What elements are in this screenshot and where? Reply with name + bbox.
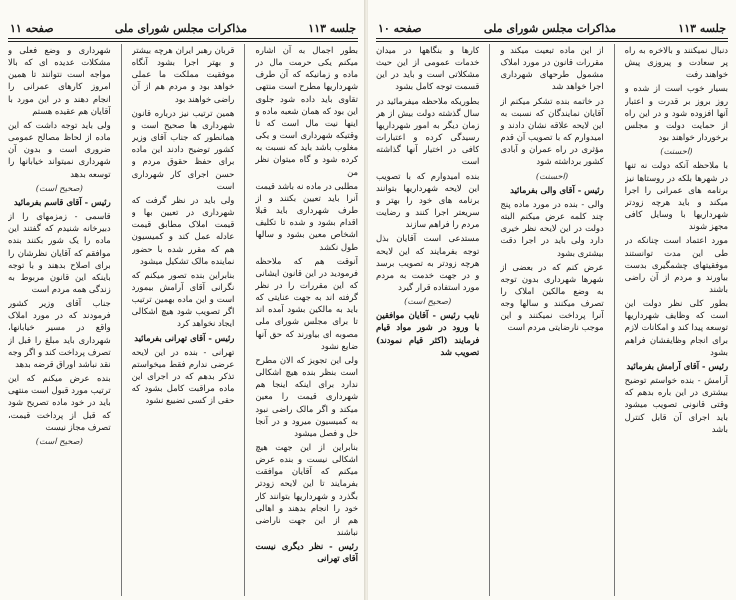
speaker-line: رئیس - آقای والی بفرمائید: [510, 184, 604, 195]
right-page-header: [378, 18, 726, 38]
paragraph: بسیار خوب است از شده و روز بروز بر قدرت و اعتبار آنها افزوده شود و در این راه از حمایت دولت و مجلس برخوردار خواهند بود: [624, 83, 728, 143]
paragraph: آنوقت هم که ملاحظه فرمودید در این قانون ایشانی که این مقررات را در نظر گرفته اند به جهت عنایتی که باید به مالکین بشود آمده اند تا برای مجلس شورای ملی مصوبه ای بیاورند که حق آنها ضایع نشود: [255, 255, 358, 351]
paragraph: همین ترتیب نیز درباره قانون شهرداری ها صحیح است و همانطور که جناب آقای وزیر کشور توضیح دادند این ماده برای حفظ حقوق مردم و حسن اجرای کار شهرداری است: [131, 107, 235, 191]
paragraph: والی - بنده در مورد ماده پنج چند کلمه عرض میکنم البته دولت در این لایحه نظر خیری دارد ولی باید در اجرا دقت بیشتری بشود: [500, 198, 604, 258]
text-column-right: [625, 44, 728, 596]
paragraph: تهرانی - بنده در این لایحه عرضی ندارم فقط میخواستم تذکر بدهم که در اجرای این ماده مراقبت کامل بشود که حقی از کسی تضییع نشود: [131, 346, 235, 406]
paragraph: در خاتمه بنده تشکر میکنم از آقایان نمایندگان که نسبت به این لایحه علاقه نشان دادند و امیدوارم که با تصویب آن قدم مؤثری در راه عمران و آبادی کشور برداشته شود: [500, 95, 604, 167]
journal-title: مذاکرات مجلس شورای ملی: [483, 21, 617, 35]
text-column-middle: [500, 44, 603, 596]
speaker-line: رئیس - نظر دیگری نیست آقای تهرانی: [255, 541, 358, 564]
paragraph: بنابراین از این جهت هیچ اشکالی نیست و بنده عرض میکنم که آقایان موافقت بفرمایند تا این لایحه زودتر بگذرد و شهرداریها بتوانند کار خود را انجام بدهند و اهالی هم از این جهت ناراضی نباشند: [255, 442, 358, 538]
aside-note: (صحیح است): [404, 296, 452, 307]
paragraph: ولی باید در نظر گرفت که شهرداری در تعیین بها و قیمت املاک مطابق قیمت عادله عمل کند و کمیسیون هم که مقرر شده با حضور نماینده مالک تشکیل میشود: [131, 194, 235, 266]
aside-note: (صحیح است): [35, 435, 83, 446]
left-page-header: [10, 18, 356, 38]
page-number: صفحه ۱۰: [378, 21, 422, 35]
aside-note: (احسنت): [535, 170, 569, 181]
paragraph: جناب آقای وزیر کشور فرمودند که در مورد املاک واقع در مسیر خیابانها، شهرداری باید مبلغ را قبل از تصرف پرداخت کند و اگر وجه نقد نباشد اوراق قرضه بدهد: [7, 298, 111, 369]
speaker-line: رئیس - آقای آرامش بفرمائید: [626, 360, 728, 371]
column-divider: [244, 44, 245, 596]
column-divider: [489, 44, 490, 596]
speaker-line: نایب رئیس - آقایان موافقین با ورود در شور مواد قیام فرمایند (اکثر قیام نمودند) تصویب شد: [376, 310, 480, 357]
paragraph: با ملاحظه آنکه دولت نه تنها در شهرها بلکه در روستاها نیز برنامه های عمرانی را اجرا میکند و باید هرچه زودتر شهرداریها با وسایل کافی مجهز شوند: [624, 160, 728, 232]
paragraph: از این ماده تبعیت میکند و مقررات قانون در مورد املاک مشمول طرحهای شهرداری اجرا خواهد شد: [500, 45, 604, 92]
paragraph: ولی باید توجه داشت که این ماده از لحاظ مصالح عمومی ضروری است و بدون آن شهرداری نمیتواند خیابانها را توسعه بدهد: [7, 119, 111, 179]
paragraph: بطوریکه ملاحظه میفرمائید در سال گذشته دولت بیش از هر زمان دیگر به امور شهرداریها رسیدگی کرده و اعتبارات کافی در اختیار آنها گذاشته است: [376, 95, 480, 167]
right-page-columns: [376, 44, 728, 596]
paragraph: دنبال نمیکنند و بالاخره به راه پر سعادت و پیروزی پیش خواهند رفت: [624, 45, 728, 80]
paragraph: مورد اعتماد است چنانکه در طی این مدت توانستند موفقیتهای چشمگیری بدست بیاورند و مردم از آن راضی باشند: [624, 235, 728, 294]
left-page: [0, 0, 366, 600]
text-column-left: [376, 44, 479, 596]
paragraph: بطور اجمال به آن اشاره میکنم یکی حرمت مال در ماده و زمانیکه که آن طرف شهرداریها مطرح است منتهی تقاوی باید داده شود جلوی این بود که همان شعبه ماده و اینها نیت مال است که تا وقتیکه شهرداری است و یکی مغلوب باشد باید که نسبت به کرده شود و گاه میتوان نظر من: [255, 45, 358, 177]
speaker-line: رئیس - آقای تهرانی بفرمائید: [134, 332, 235, 343]
right-page: [368, 0, 736, 600]
aside-note: (احسنت): [660, 146, 693, 157]
paragraph: مستدعی است آقایان بذل توجه بفرمایند که این لایحه هرچه زودتر به تصویب برسد و در جهت خدمت به مردم مورد استفاده قرار گیرد: [376, 233, 480, 292]
header-rule: [8, 38, 358, 42]
column-divider: [121, 44, 122, 596]
paragraph: بنابراین بنده تصور میکنم که نگرانی آقای آرامش بیمورد است و این ماده بهمین ترتیب اگر تصویب شود هیچ اشکالی ایجاد نخواهد کرد: [131, 269, 235, 329]
paragraph: قاسمی - زمزمهای را از دبیرخانه شنیدم که گفتند این ماده را یک شور بکنند بنده موافقم که آقایان نظرشان را برای اصلاح بدهند و با توجه باینکه این قانون مربوط به زندگی همه مردم است: [7, 211, 111, 294]
paragraph: مطلبی در ماده نه باشد قیمت آنرا باید تعیین بکنند و از طرف شهرداری باید قبلا اقدام بشود و شده تا تکلیف اشخاص معین بشود و سالها طول نکشد: [255, 180, 358, 252]
text-column-middle: [132, 44, 235, 596]
column-divider: [614, 44, 615, 596]
left-page-columns: [8, 44, 358, 596]
text-column-left: [8, 44, 111, 596]
paragraph: بطور کلی نظر دولت این است که وظایف شهرداریها توسعه پیدا کند و امکانات لازم برای انجام وظایفشان فراهم بشود: [624, 298, 728, 357]
header-rule: [376, 38, 728, 42]
paragraph: بنده امیدوارم که با تصویب این لایحه شهرداریها بتوانند برنامه های خود را بهتر و سریعتر اجرا کنند و رضایت مردم را فراهم سازند: [376, 170, 480, 230]
paragraph: شهرداری و وضع فعلی و مشکلات عدیده ای که بالا مواجه است نتوانند تا همین امروز کارهای عمرانی را انجام دهند و در این مورد با آقایان هم عقیده هستم: [7, 45, 111, 116]
journal-title: مذاکرات مجلس شورای ملی: [114, 21, 248, 35]
aside-note: (صحیح است): [35, 182, 83, 193]
speaker-line: رئیس - آقای قاسم بفرمائید: [13, 196, 111, 207]
paragraph: قربان رهبر ایران هرچه بیشتر و بهتر اجرا بشود آنگاه موفقیت مملکت ما عملی خواهد بود و مردم هم از آن راضی خواهند بود: [131, 45, 235, 104]
paragraph: کارها و بنگاهها در میدان خدمات عمومی از این حیث مشکلاتی است و باید در این قسمت توجه کامل بشود: [376, 45, 480, 92]
session-number: جلسه ۱۱۳: [678, 21, 726, 35]
paragraph: ولی این تجویز که الان مطرح است بنظر بنده هیچ اشکالی ندارد برای اینکه اینجا هم شهرداری قیمت را معین میکند و اگر مالک راضی نبود به کمیسیون میرود و در آنجا حل و فصل میشود: [255, 354, 358, 438]
paragraph: عرض کنم که در بعضی از شهرها شهرداری بدون توجه به وضع مالکین املاک را تصرف میکنند و سالها وجه آنرا پرداخت نمیکنند و این موجب نارضایتی مردم است: [500, 261, 604, 333]
session-number: جلسه ۱۱۳: [308, 21, 356, 35]
page-number: صفحه ۱۱: [10, 21, 54, 35]
paragraph: بنده عرض میکنم که این ترتیب مورد قبول است منتهی باید در خود ماده تصریح شود که قبل از پرداخت قیمت، تصرف مجاز نیست: [7, 373, 111, 432]
paragraph: آرامش - بنده خواستم توضیح بیشتری در این باره بدهم که وقتی قانونی تصویب میشود باید اجرای آن قابل کنترل باشد: [624, 375, 728, 434]
text-column-right: [255, 44, 358, 596]
